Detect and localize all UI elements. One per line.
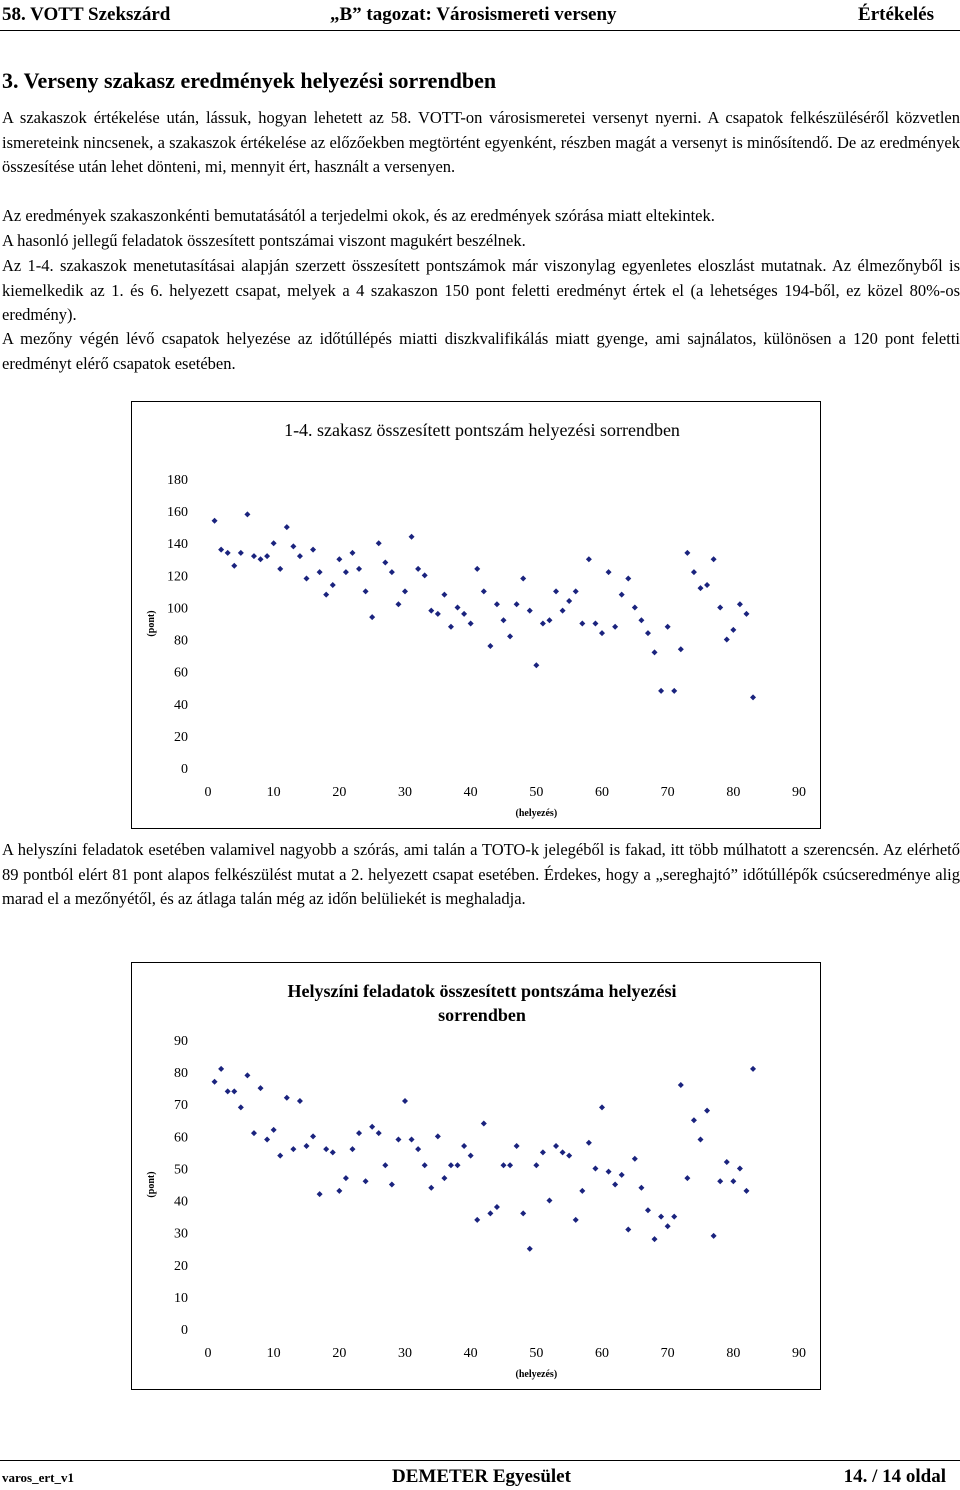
data-point [625, 576, 631, 582]
chart-title: Helyszíni feladatok összesített pontszáma helyezési [287, 981, 677, 1001]
data-point [251, 553, 257, 559]
footer-center: DEMETER Egyesület [392, 1466, 571, 1487]
data-point [658, 688, 664, 694]
data-point [297, 1098, 303, 1104]
data-point [376, 1130, 382, 1136]
x-tick-label: 0 [204, 785, 212, 800]
data-point [264, 1137, 270, 1143]
data-point [441, 1175, 447, 1181]
data-point [330, 1149, 336, 1155]
data-point [290, 1146, 296, 1152]
data-point [474, 566, 480, 572]
data-point [481, 588, 487, 594]
data-point [304, 1143, 310, 1149]
data-point [395, 601, 401, 607]
data-point [573, 588, 579, 594]
data-point [579, 621, 585, 627]
data-point [540, 621, 546, 627]
data-point [455, 604, 461, 610]
data-point [737, 601, 743, 607]
data-point [560, 1149, 566, 1155]
data-point [409, 534, 415, 540]
y-axis-label: (pont) [146, 1171, 157, 1198]
data-point [592, 621, 598, 627]
data-point [455, 1162, 461, 1168]
data-point [212, 518, 218, 524]
data-point [422, 1162, 428, 1168]
y-tick-label: 20 [174, 1258, 188, 1274]
data-point [356, 1130, 362, 1136]
data-point [323, 592, 329, 598]
y-tick-label: 80 [174, 1066, 188, 1082]
x-tick-label: 90 [792, 1346, 806, 1361]
x-tick-label: 50 [529, 1346, 544, 1361]
chart-onsite-tasks-svg [132, 963, 820, 1389]
data-point [238, 550, 244, 556]
data-point [212, 1079, 218, 1085]
x-axis-label: (helyezés) [515, 1369, 558, 1380]
data-point [730, 1178, 736, 1184]
data-point [428, 608, 434, 614]
x-tick-label: 10 [266, 785, 281, 800]
data-point [573, 1217, 579, 1223]
data-point [271, 1127, 277, 1133]
chart-title: 1-4. szakasz összesített pontszám helyezési sorrendben [284, 420, 680, 440]
data-point [566, 1153, 572, 1159]
data-point [494, 1204, 500, 1210]
data-point [698, 1137, 704, 1143]
data-point [218, 547, 224, 553]
y-tick-label: 180 [167, 473, 188, 488]
chart-total-sections [131, 401, 821, 829]
data-point [533, 1162, 539, 1168]
data-point [323, 1146, 329, 1152]
data-point [638, 1185, 644, 1191]
data-point [461, 1143, 467, 1149]
data-point [546, 1198, 552, 1204]
data-point [435, 611, 441, 617]
data-point [284, 524, 290, 530]
data-point [258, 1085, 264, 1091]
data-point [533, 662, 539, 668]
data-point [566, 598, 572, 604]
data-point [251, 1130, 257, 1136]
x-axis-label: (helyezés) [515, 808, 558, 819]
data-point [717, 1178, 723, 1184]
data-point [592, 1165, 598, 1171]
y-tick-label: 90 [174, 1034, 188, 1049]
data-point [586, 1140, 592, 1146]
data-point [638, 617, 644, 623]
y-tick-label: 10 [174, 1290, 188, 1306]
data-point [290, 543, 296, 549]
data-point [389, 1182, 395, 1188]
data-point [501, 1162, 507, 1168]
data-point [363, 588, 369, 594]
data-point [284, 1095, 290, 1101]
data-point [599, 630, 605, 636]
x-tick-label: 80 [726, 1346, 741, 1361]
data-point [415, 566, 421, 572]
data-point [474, 1217, 480, 1223]
data-point [546, 617, 552, 623]
x-tick-label: 60 [595, 785, 609, 800]
y-tick-label: 0 [181, 1323, 188, 1338]
data-point [422, 572, 428, 578]
data-point [238, 1104, 244, 1110]
data-point [461, 611, 467, 617]
x-tick-label: 30 [398, 785, 412, 800]
x-tick-label: 40 [463, 785, 478, 800]
x-tick-label: 70 [660, 1346, 675, 1361]
x-tick-label: 20 [332, 1346, 347, 1361]
data-point [743, 611, 749, 617]
data-point [704, 1108, 710, 1114]
data-point [560, 608, 566, 614]
data-point [264, 553, 270, 559]
data-point [395, 1137, 401, 1143]
data-point [704, 582, 710, 588]
data-point [632, 1156, 638, 1162]
data-point [625, 1226, 631, 1232]
data-point [579, 1188, 585, 1194]
footer-divider [0, 1460, 960, 1461]
x-tick-label: 50 [529, 785, 544, 800]
data-point [225, 550, 231, 556]
data-point [606, 569, 612, 575]
data-point [402, 588, 408, 594]
data-point [514, 1143, 520, 1149]
data-point [730, 627, 736, 633]
paragraph-onsite-tasks: A helyszíni feladatok esetében valamivel nagyobb a szórás, ami talán a TOTO-k jelegéből is fakad, itt több múlhatott a szerencsén. Az elérhető 89 pontból elért 81 pont alapos felkészülést mutat a 2. helyezett csapat esetében. Érdekes, hogy a „sereghajtó” időtúllépők csúcseredménye alig marad el a mezőnyétől, és az átlaga talán még az időn belüliekét is meghaladja. [2, 840, 960, 908]
y-tick-label: 40 [174, 1194, 188, 1210]
y-tick-label: 50 [174, 1162, 188, 1178]
data-point [448, 624, 454, 630]
data-point [520, 576, 526, 582]
data-point [652, 1236, 658, 1242]
header-right: Értékelés [858, 4, 934, 25]
data-point [258, 556, 264, 562]
y-tick-label: 160 [167, 505, 188, 521]
data-point [599, 1104, 605, 1110]
data-point [363, 1178, 369, 1184]
data-point [691, 1117, 697, 1123]
data-point [448, 1162, 454, 1168]
data-point [330, 582, 336, 588]
y-tick-label: 20 [174, 729, 188, 745]
data-point [356, 566, 362, 572]
data-point [343, 1175, 349, 1181]
x-tick-label: 40 [463, 1346, 478, 1361]
data-point [527, 608, 533, 614]
data-point [336, 556, 342, 562]
paragraph-intro: A szakaszok értékelése után, lássuk, hogyan lehetett az 58. VOTT-on városismeretei versenyt nyerni. A csapatok felkészüléséről közvetlen ismereteink nincsenek, a szakaszok értékelése az előzőekben megtörtént egyenként, részben magát a versenyt is minősítendő. De az eredmények összesítése után lehet dönteni, mi, mennyit ért, használt a versenyen. [2, 108, 960, 176]
x-tick-label: 30 [398, 1346, 412, 1361]
data-point [724, 637, 730, 643]
y-tick-label: 100 [167, 601, 188, 617]
data-point [310, 1133, 316, 1139]
data-point [317, 569, 323, 575]
data-point [428, 1185, 434, 1191]
data-point [645, 1207, 651, 1213]
data-point [468, 1153, 474, 1159]
data-point [632, 604, 638, 610]
data-point [678, 646, 684, 652]
data-point [231, 1088, 237, 1094]
footer-left: varos_ert_v1 [2, 1470, 74, 1485]
data-point [415, 1146, 421, 1152]
data-point [481, 1120, 487, 1126]
data-point [711, 556, 717, 562]
data-point [684, 1175, 690, 1181]
data-point [665, 624, 671, 630]
header-left: 58. VOTT Szekszárd [2, 4, 171, 25]
data-point [501, 617, 507, 623]
data-point [487, 643, 493, 649]
y-tick-label: 60 [174, 665, 188, 681]
header-center: „B” tagozat: Városismereti verseny [330, 4, 617, 25]
data-point [277, 566, 283, 572]
data-point [349, 550, 355, 556]
data-point [343, 569, 349, 575]
x-tick-label: 20 [332, 785, 347, 800]
data-point [507, 1162, 513, 1168]
data-point [507, 633, 513, 639]
data-point [225, 1088, 231, 1094]
x-tick-label: 60 [595, 1346, 609, 1361]
data-point [612, 1182, 618, 1188]
data-point [382, 1162, 388, 1168]
x-tick-label: 0 [204, 1346, 212, 1361]
data-point [317, 1191, 323, 1197]
data-point [698, 585, 704, 591]
y-tick-label: 40 [174, 697, 188, 713]
paragraph-presentation: Az eredmények szakaszonkénti bemutatásától a terjedelmi okok, és az eredmények szórása miatt eltekintek. [2, 206, 715, 225]
paragraph-similar-tasks: A hasonló jellegű feladatok összesített pontszámai viszont magukért beszélnek. [2, 231, 526, 250]
x-tick-label: 90 [792, 785, 806, 800]
data-point [606, 1169, 612, 1175]
paragraph-sections-1-4: Az 1-4. szakaszok menetutasításai alapján szerzett összesített pontszámok már viszonylag egyenletes eloszlást mutatnak. Az élmezőnyből is kiemelkedik az 1. és 6. helyezett csapat, melyek a 4 szakaszon 150 pont feletti eredményt értek el (a lehetséges 194-ből, ez közel 80%-os eredmény). [2, 256, 960, 324]
data-point [619, 1172, 625, 1178]
x-tick-label: 70 [660, 785, 675, 800]
data-point [553, 588, 559, 594]
data-point [684, 550, 690, 556]
data-point [336, 1188, 342, 1194]
data-point [750, 694, 756, 700]
data-point [244, 1072, 250, 1078]
x-tick-label: 10 [266, 1346, 281, 1361]
data-point [487, 1210, 493, 1216]
data-point [310, 547, 316, 553]
data-point [297, 553, 303, 559]
data-point [652, 649, 658, 655]
y-tick-label: 0 [181, 762, 188, 777]
section-title: 3. Verseny szakasz eredmények helyezési sorrendben [2, 68, 497, 93]
y-tick-label: 30 [174, 1226, 188, 1242]
data-point [586, 556, 592, 562]
data-point [527, 1246, 533, 1252]
x-tick-label: 80 [726, 785, 741, 800]
data-point [231, 563, 237, 569]
data-point [382, 559, 388, 565]
data-point [678, 1082, 684, 1088]
data-point [376, 540, 382, 546]
data-point [671, 688, 677, 694]
data-point [349, 1146, 355, 1152]
data-point [277, 1153, 283, 1159]
data-point [435, 1133, 441, 1139]
y-tick-label: 120 [167, 569, 188, 585]
header-divider [0, 30, 960, 31]
data-point [402, 1098, 408, 1104]
data-point [711, 1233, 717, 1239]
data-point [494, 601, 500, 607]
data-point [724, 1159, 730, 1165]
data-point [244, 511, 250, 517]
y-tick-label: 80 [174, 633, 188, 649]
data-point [540, 1149, 546, 1155]
data-point [658, 1214, 664, 1220]
data-point [665, 1223, 671, 1229]
data-point [612, 624, 618, 630]
y-axis-label: (pont) [146, 610, 157, 637]
data-point [750, 1066, 756, 1072]
data-point [671, 1214, 677, 1220]
data-point [409, 1137, 415, 1143]
data-point [520, 1210, 526, 1216]
y-tick-label: 60 [174, 1130, 188, 1146]
data-point [645, 630, 651, 636]
footer-right: 14. / 14 oldal [843, 1466, 946, 1487]
data-point [369, 1124, 375, 1130]
paragraph-field-end: A mezőny végén lévő csapatok helyezése az időtúllépés miatti diszkvalifikálás miatt gyenge, ami sajnálatos, különösen a 120 pont feletti eredményt elérő csapatok esetében. [2, 329, 960, 373]
data-point [619, 592, 625, 598]
chart-title-line2: sorrendben [438, 1005, 526, 1025]
chart-onsite-tasks [131, 962, 821, 1390]
data-point [553, 1143, 559, 1149]
data-point [468, 621, 474, 627]
y-tick-label: 140 [167, 537, 188, 553]
data-point [304, 576, 310, 582]
data-point [271, 540, 277, 546]
data-point [218, 1066, 224, 1072]
chart-total-sections-svg [132, 402, 820, 828]
data-point [737, 1165, 743, 1171]
data-point [691, 569, 697, 575]
data-point [441, 592, 447, 598]
y-tick-label: 70 [174, 1098, 188, 1114]
data-point [514, 601, 520, 607]
data-point [717, 604, 723, 610]
data-point [369, 614, 375, 620]
data-point [743, 1188, 749, 1194]
data-point [389, 569, 395, 575]
